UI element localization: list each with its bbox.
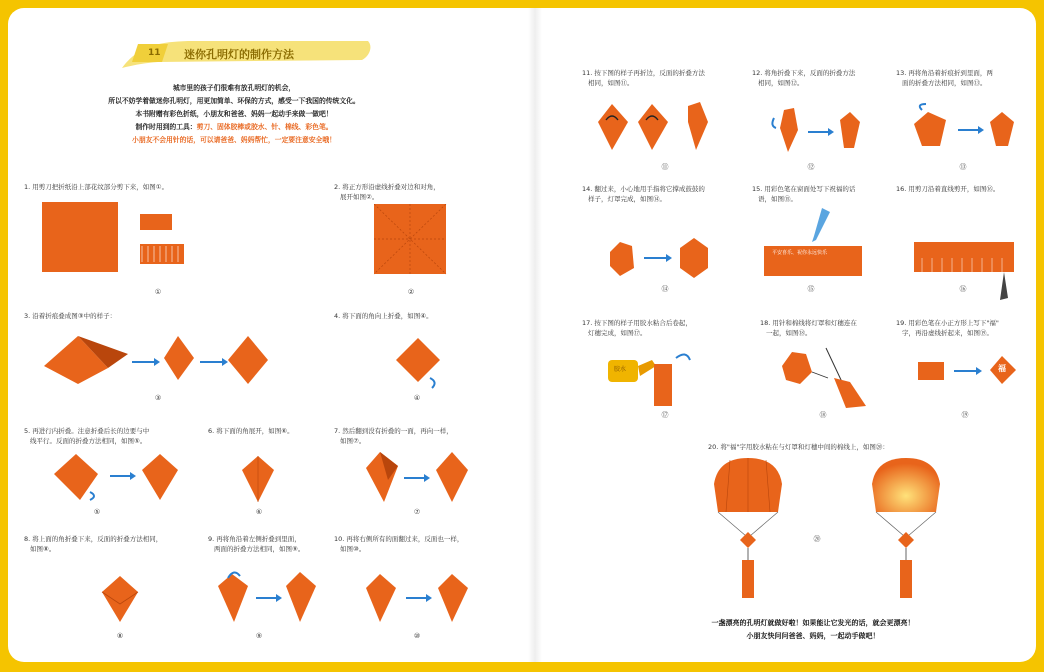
fig-num-3: ③ <box>154 394 162 402</box>
tools-list: 剪刀、固体胶棒或胶水、针、棉线、彩色笔。 <box>196 123 333 131</box>
book-spread <box>8 8 1036 662</box>
step-12-text-b: 相同，如图⑫。 <box>758 79 804 87</box>
fig-num-17: ⑰ <box>661 411 669 419</box>
fu-character: 福 <box>998 364 1006 373</box>
step-18-text-b: 一起，如图⑱。 <box>766 329 812 337</box>
step-14-text-a: 14. 翻过来，小心地用手指将它撑成鼓鼓的 <box>582 185 705 193</box>
step-6-text: 6. 将下面的角展开，如图⑥。 <box>208 427 294 435</box>
step-18-text-a: 18. 用针和棉线将灯罩和灯穗连在 <box>760 319 857 327</box>
step-20-text: 20. 将"福"字用胶水粘在与灯罩和灯穗中间的棉线上，如图⑳： <box>708 443 889 451</box>
intro-safety: 小朋友不会用针的话，可以请爸爸、妈妈帮忙，一定要注意安全哦！ <box>132 136 336 144</box>
step-11-text-b: 相同，如图⑪。 <box>588 79 634 87</box>
figure-14 <box>606 234 716 280</box>
intro-tools <box>104 121 364 131</box>
figure-9 <box>214 570 320 626</box>
fig-num-5: ⑤ <box>93 508 101 516</box>
step-11-text-a: 11. 按下图的样子再折边，反面的折叠方法 <box>582 69 705 77</box>
figure-3 <box>38 328 268 388</box>
blessing-text: 平安喜乐、祝你永远快乐 <box>772 250 828 256</box>
step-9-text-b: 两面的折叠方法相同，如图⑨。 <box>214 545 305 553</box>
glue-label: 胶水 <box>614 366 627 373</box>
intro-line-1: 城市里的孩子们很难有放孔明灯的机会， <box>172 84 296 92</box>
fig-num-8: ⑧ <box>116 632 124 640</box>
fig-num-14: ⑭ <box>661 285 669 293</box>
figure-12 <box>768 106 868 156</box>
fig-num-16: ⑯ <box>959 285 967 293</box>
step-12-text-a: 12. 将角折叠下来，反面的折叠方法 <box>752 69 856 77</box>
fig-num-1: ① <box>154 288 162 296</box>
step-9-text-a: 9. 再将角沿着左侧折叠到里面， <box>208 535 301 543</box>
figure-11 <box>596 100 714 156</box>
step-2-text-b: 展开如图②。 <box>340 193 379 201</box>
step-4-text: 4. 将下面的角向上折叠，如图④。 <box>334 312 433 320</box>
figure-18 <box>776 342 876 412</box>
figure-15 <box>760 206 864 280</box>
step-15-text-b: 语，如图⑮。 <box>758 195 797 203</box>
figure-2 <box>374 204 448 276</box>
figure-1 <box>42 202 192 274</box>
ending-line-1: 一盏漂亮的孔明灯就做好啦！如果能让它发光的话，就会更漂亮！ <box>711 619 915 627</box>
page-title: 迷你孔明灯的制作方法 <box>184 48 294 61</box>
step-8-text-b: 如图⑧。 <box>30 545 56 553</box>
step-19-text-a: 19. 用彩色笔在小正方形上写下"福" <box>896 319 999 327</box>
step-7-text-b: 如图⑦。 <box>340 437 366 445</box>
step-10-text-b: 如图⑩。 <box>340 545 366 553</box>
step-17-text-b: 灯穗完成，如图⑰。 <box>588 329 647 337</box>
step-3-text: 3. 沿着折痕叠成图③中的样子： <box>24 312 117 320</box>
step-1-text: 1. 用剪刀把折纸沿上部花纹部分剪下来，如图①。 <box>24 183 169 191</box>
fig-num-11: ⑪ <box>661 163 669 171</box>
step-19-text-b: 字，再沿虚线折起来，如图⑲。 <box>902 329 993 337</box>
step-13-text-b: 面的折叠方法相同，如图⑬。 <box>902 79 987 87</box>
figure-17 <box>606 348 706 408</box>
page-gutter <box>528 8 542 662</box>
fig-num-19: ⑲ <box>961 411 969 419</box>
intro-line-3: 本书附赠有彩色折纸，小朋友和爸爸、妈妈一起动手来做一做吧！ <box>135 110 333 118</box>
fig-num-13: ⑬ <box>959 163 967 171</box>
chapter-number: 11 <box>148 48 161 58</box>
tools-label: 制作时用到的工具： <box>135 123 197 131</box>
figure-10 <box>362 572 472 626</box>
figure-20-lantern-left <box>708 456 790 600</box>
fig-num-15: ⑮ <box>807 285 815 293</box>
fig-num-2: ② <box>407 288 415 296</box>
fig-num-4: ④ <box>413 394 421 402</box>
fig-num-9: ⑨ <box>255 632 263 640</box>
figure-20-lantern-right <box>866 456 948 600</box>
figure-7 <box>362 450 472 506</box>
step-15-text-a: 15. 用彩色笔在窗面处写下祝福的话 <box>752 185 856 193</box>
step-10-text-a: 10. 再将右侧所有的面翻过来，反面也一样， <box>334 535 464 543</box>
fig-num-20: ⑳ <box>813 535 821 543</box>
intro-line-2: 所以不妨学着做迷你孔明灯，用更加简单、环保的方式，感受一下我国的传统文化。 <box>108 97 360 105</box>
step-14-text-b: 样子，灯罩完成，如图⑭。 <box>588 195 666 203</box>
step-5-text-b: 线平行。反面的折叠方法相同，如图⑤。 <box>30 437 147 445</box>
figure-6 <box>238 454 278 504</box>
step-2-text-a: 2. 将正方形沿虚线折叠对边和对角， <box>334 183 440 191</box>
step-7-text-a: 7. 然后翻到没有折叠的一面，再向一样， <box>334 427 453 435</box>
step-5-text-a: 5. 再进行内折叠。注意折叠后长的边要与中 <box>24 427 150 435</box>
figure-16 <box>912 238 1016 304</box>
step-17-text-a: 17. 按下图的样子用胶水粘合后卷起， <box>582 319 692 327</box>
fig-num-10: ⑩ <box>413 632 421 640</box>
figure-8 <box>100 574 140 624</box>
figure-5 <box>50 452 180 502</box>
fig-num-7: ⑦ <box>413 508 421 516</box>
ending-line-2: 小朋友快问问爸爸、妈妈，一起动手做吧！ <box>746 632 880 640</box>
fig-num-18: ⑱ <box>819 411 827 419</box>
step-8-text-a: 8. 将上面的角折叠下来，反面的折叠方法相同， <box>24 535 163 543</box>
figure-13 <box>906 100 1024 156</box>
step-13-text-a: 13. 再将角沿着折痕折到里面，两 <box>896 69 993 77</box>
step-16-text: 16. 用剪刀沿着直线剪开，如图⑯。 <box>896 185 1000 193</box>
fig-num-6: ⑥ <box>255 508 263 516</box>
fig-num-12: ⑫ <box>807 163 815 171</box>
figure-4 <box>394 336 444 392</box>
